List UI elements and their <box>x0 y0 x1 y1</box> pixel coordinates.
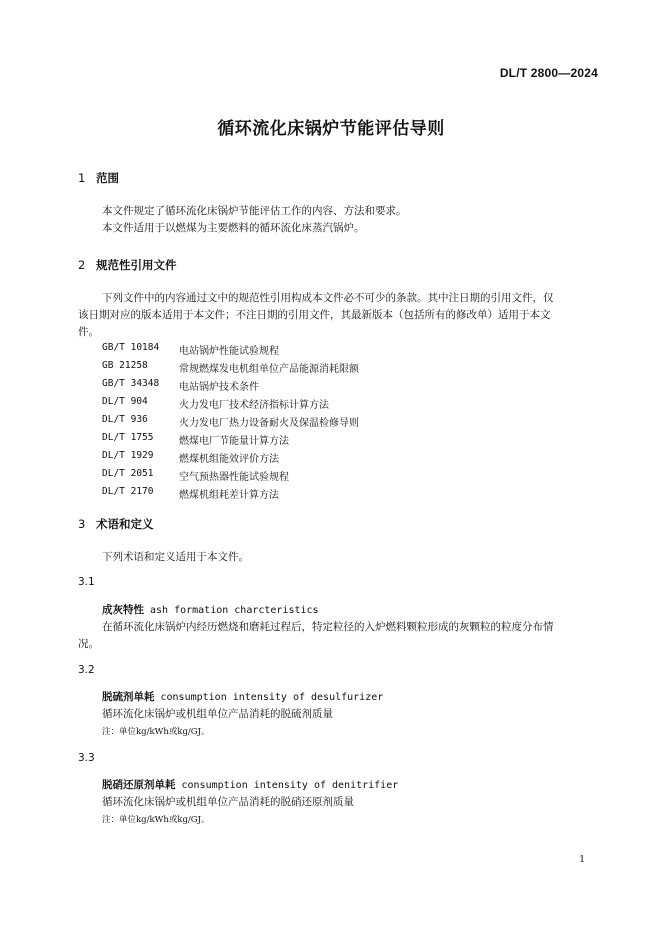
term-english: consumption intensity of desulfurizer <box>160 692 384 703</box>
term-definition-line: 在循环流化床锅炉内经历燃烧和磨耗过程后，特定粒径的入炉燃料颗粒形成的灰颗粒的粒度分布情 <box>102 621 554 633</box>
term-chinese: 成灰特性 <box>102 604 144 616</box>
section-1-number: 1 <box>78 171 86 185</box>
term-english: consumption intensity of denitrifier <box>181 780 399 791</box>
reference-title: 空气预热器性能试验规程 <box>179 472 289 483</box>
term-entry <box>102 689 383 704</box>
term-english: ash formation charcteristics <box>150 605 319 616</box>
reference-title: 电站锅炉性能试验规程 <box>179 346 279 357</box>
reference-code: GB/T 34348 <box>102 378 160 389</box>
reference-code: DL/T 2051 <box>102 468 154 479</box>
page-number: 1 <box>579 855 585 865</box>
reference-code: DL/T 904 <box>102 396 148 407</box>
term-chinese: 脱硫剂单耗 <box>102 691 155 703</box>
reference-title: 燃煤机组耗差计算方法 <box>179 490 279 501</box>
reference-code: GB 21258 <box>102 360 148 371</box>
section-2-heading <box>78 257 177 273</box>
term-entry <box>102 602 319 617</box>
reference-title: 火力发电厂热力设备耐火及保温检修导则 <box>179 418 359 429</box>
section-2-intro-line-3: 件。 <box>78 326 99 338</box>
term-definition-line: 况。 <box>78 638 99 650</box>
section-2-title: 规范性引用文件 <box>96 258 177 272</box>
term-entry <box>102 777 398 792</box>
section-2-number: 2 <box>78 258 86 272</box>
reference-title: 火力发电厂技术经济指标计算方法 <box>179 400 329 411</box>
section-2-intro-line-2: 该日期对应的版本适用于本文件；不注日期的引用文件，其最新版本（包括所有的修改单）适用于本文 <box>78 309 551 321</box>
document-title: 循环流化床锅炉节能评估导则 <box>217 119 445 139</box>
section-3-heading <box>78 516 154 532</box>
section-3-title: 术语和定义 <box>96 517 154 531</box>
term-note: 注：单位kg/kWh或kg/GJ。 <box>102 815 210 825</box>
section-1-para-2: 本文件适用于以燃煤为主要燃料的循环流化床蒸汽锅炉。 <box>102 222 365 234</box>
document-code: DL/T 2800—2024 <box>499 66 598 80</box>
reference-title: 电站锅炉技术条件 <box>179 382 259 393</box>
section-1-heading <box>78 170 119 186</box>
clause-number: 3.3 <box>78 752 95 764</box>
reference-code: DL/T 2170 <box>102 486 154 497</box>
section-3-intro: 下列术语和定义适用于本文件。 <box>102 551 249 563</box>
reference-title: 燃煤机组能效评价方法 <box>179 454 279 465</box>
term-chinese: 脱硝还原剂单耗 <box>102 779 176 791</box>
term-definition-line: 循环流化床锅炉或机组单位产品消耗的脱硝还原剂质量 <box>102 796 354 808</box>
reference-code: GB/T 10184 <box>102 342 160 353</box>
section-1-title: 范围 <box>96 171 119 185</box>
reference-title: 常规燃煤发电机组单位产品能源消耗限额 <box>179 364 359 375</box>
reference-title: 燃煤电厂节能量计算方法 <box>179 436 289 447</box>
reference-code: DL/T 1755 <box>102 432 154 443</box>
section-1-para-1: 本文件规定了循环流化床锅炉节能评估工作的内容、方法和要求。 <box>102 205 407 217</box>
reference-code: DL/T 1929 <box>102 450 154 461</box>
reference-code: DL/T 936 <box>102 414 148 425</box>
section-3-number: 3 <box>78 517 86 531</box>
term-note: 注：单位kg/kWh或kg/GJ。 <box>102 727 210 737</box>
clause-number: 3.2 <box>78 664 95 676</box>
section-2-intro-line-1: 下列文件中的内容通过文中的规范性引用构成本文件必不可少的条款。其中注日期的引用文件，仅 <box>102 292 554 304</box>
clause-number: 3.1 <box>78 576 95 588</box>
term-definition-line: 循环流化床锅炉或机组单位产品消耗的脱硫剂质量 <box>102 708 333 720</box>
